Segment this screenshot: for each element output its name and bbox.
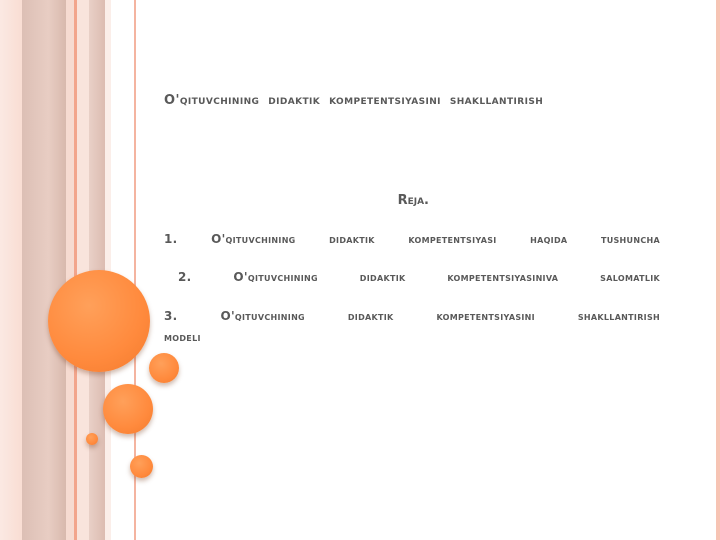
plan-item-number: 2. bbox=[178, 270, 192, 284]
decor-circle-tiny bbox=[86, 433, 98, 445]
plan-heading: Reja. bbox=[397, 193, 429, 208]
plan-item-1 bbox=[164, 232, 660, 246]
decor-circle-small bbox=[149, 353, 179, 383]
plan-item-number: 3. bbox=[164, 309, 178, 323]
plan-item-number: 1. bbox=[164, 232, 178, 246]
slide-title: O'qituvchining didaktik kompetentsiyasini shakllantirish bbox=[164, 93, 544, 108]
plan-item-text: O'qituvchining didaktik kompetentsiyasiniva salomatlik bbox=[233, 270, 661, 284]
plan-item-text: O'qituvchining didaktik kompetentsiyasi haqida tushuncha bbox=[211, 232, 660, 246]
plan-item-2 bbox=[164, 270, 660, 284]
decor-circle-large bbox=[48, 270, 150, 372]
plan-item-3-continuation: modeli bbox=[164, 330, 201, 344]
decor-stripe-right bbox=[716, 0, 720, 540]
decor-stripe bbox=[22, 0, 66, 540]
plan-item-text: O'qituvchining didaktik kompetentsiyasini shakllantirish bbox=[220, 309, 661, 323]
decor-stripe bbox=[0, 0, 22, 540]
decor-stripe bbox=[77, 0, 89, 540]
decor-circle-medium bbox=[103, 384, 153, 434]
decor-circle-small bbox=[130, 455, 153, 478]
plan-item-3 bbox=[164, 309, 660, 323]
decor-stripe bbox=[66, 0, 74, 540]
